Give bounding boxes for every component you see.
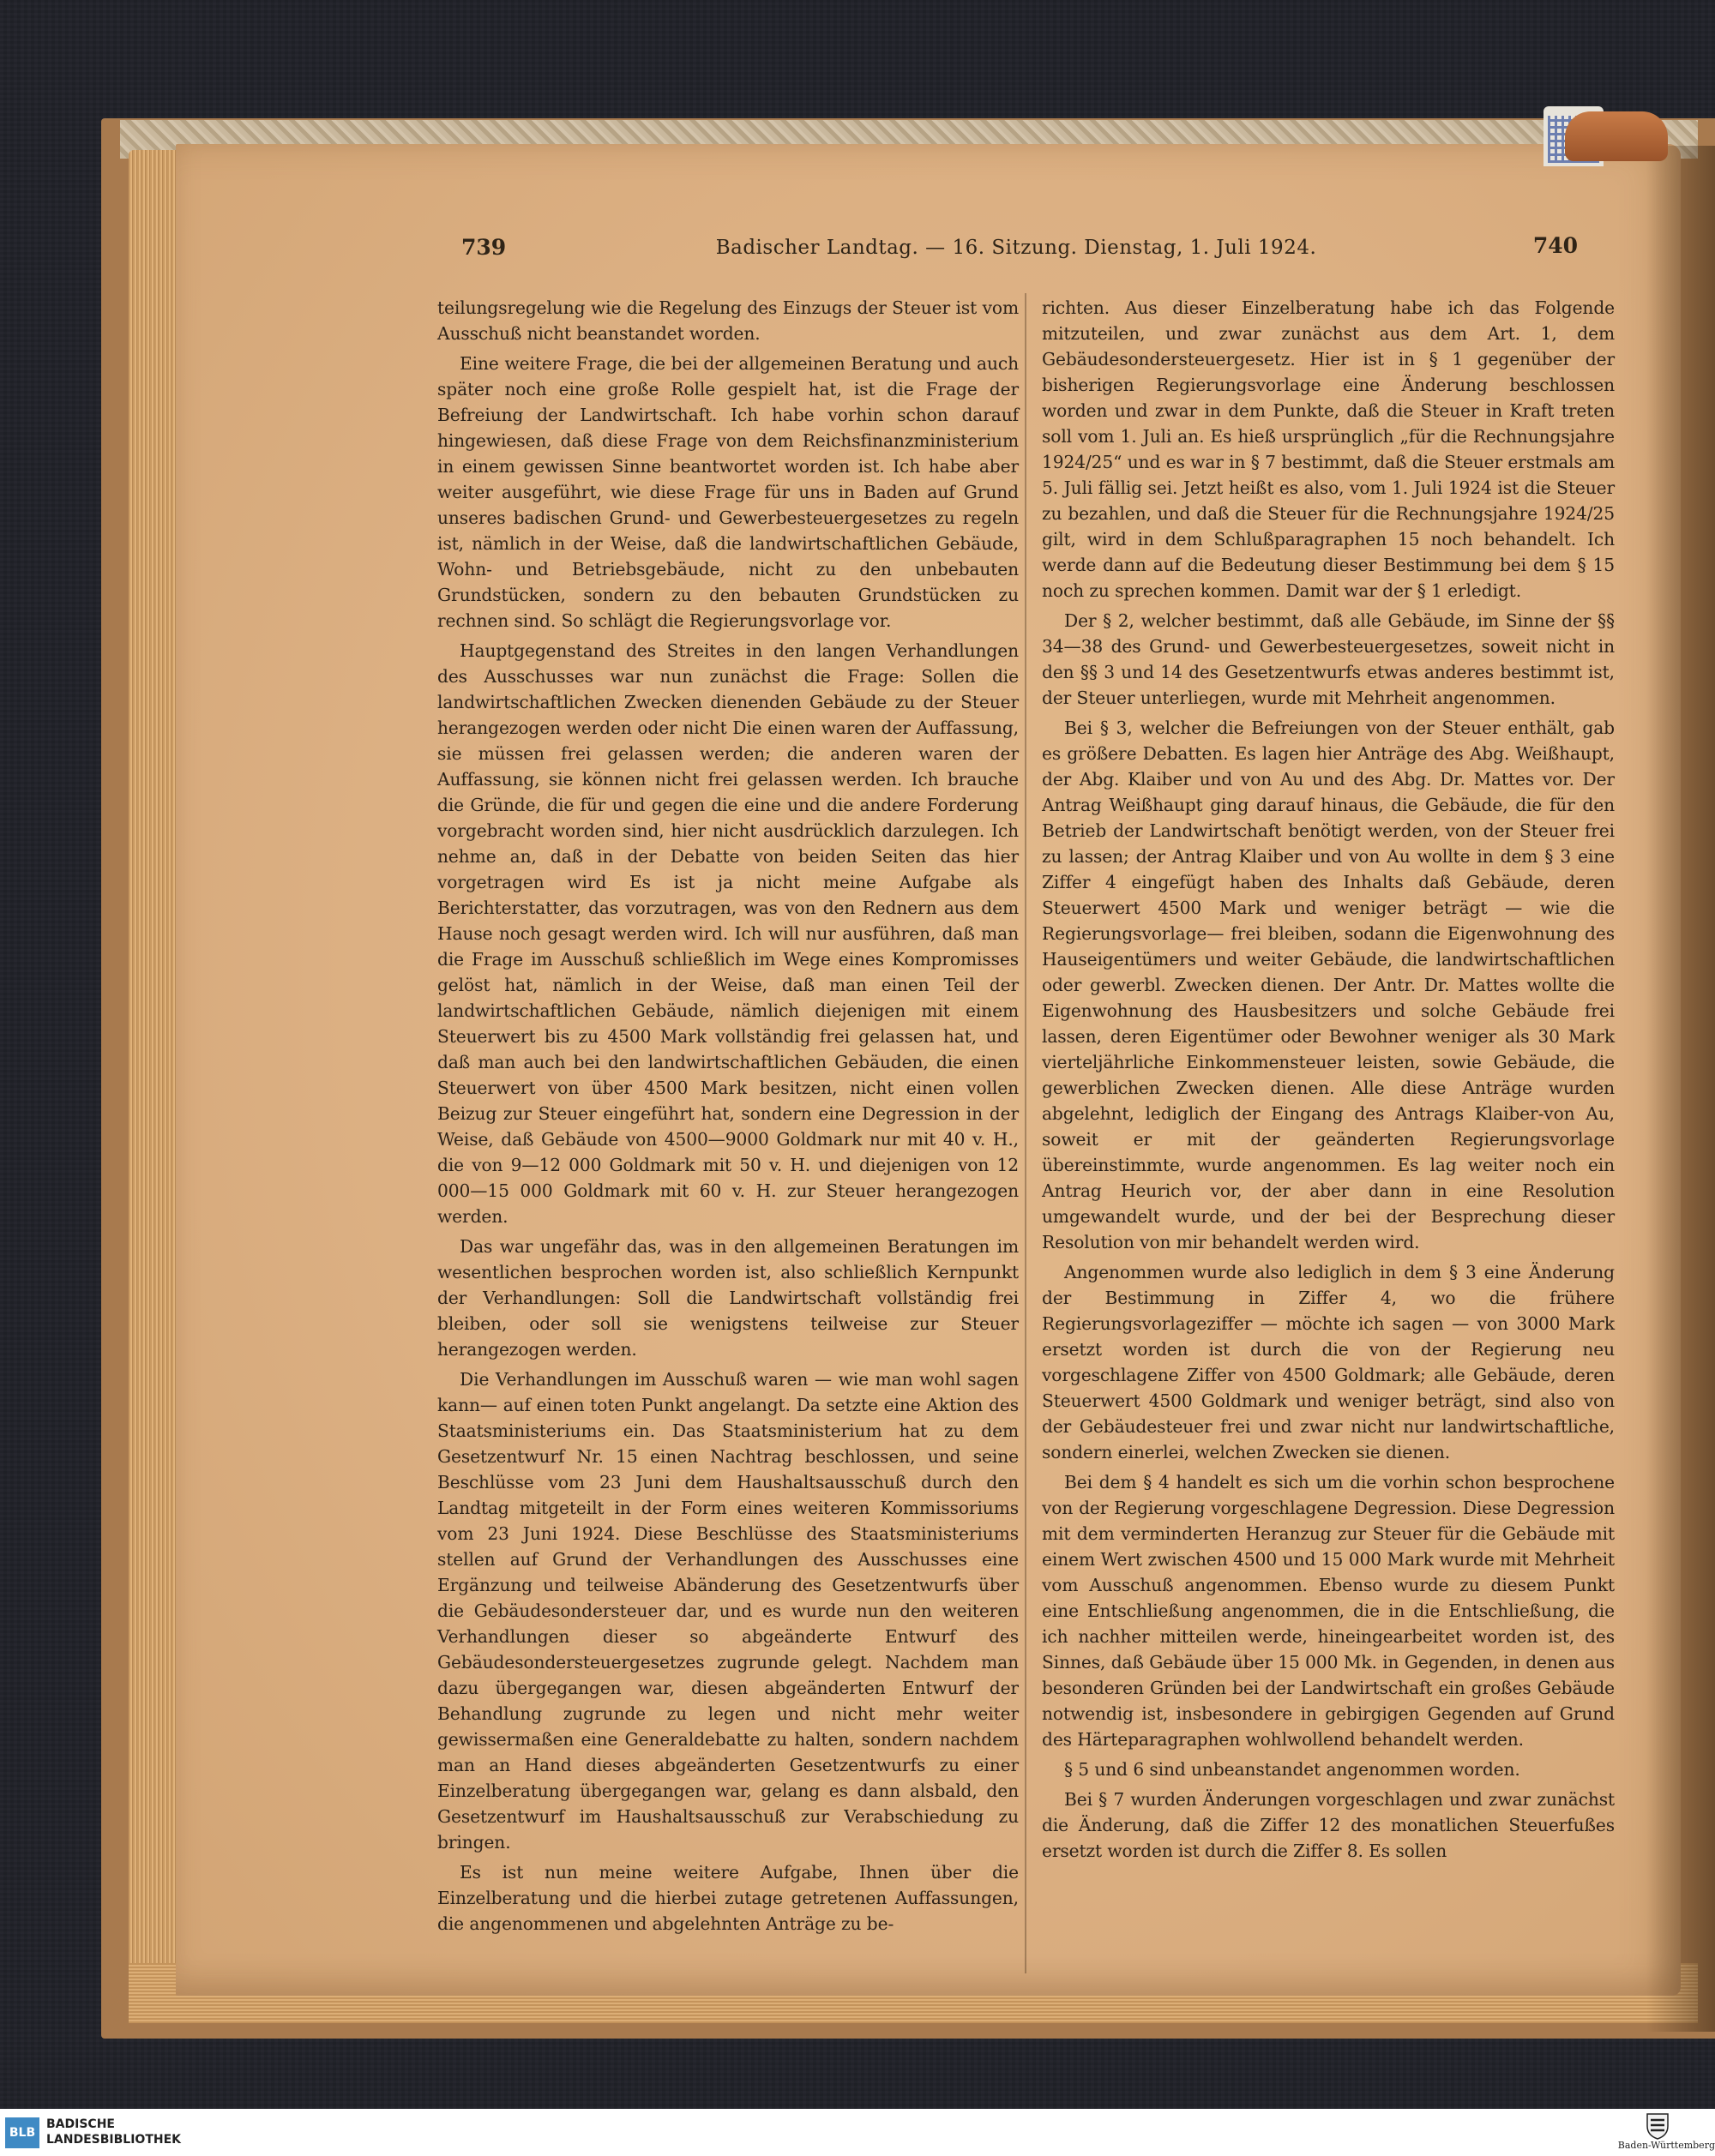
page-number-left: 739 (461, 235, 507, 260)
paragraph: Bei § 3, welcher die Befreiungen von der Steuer enthält, gab es größere Debatten. Es lagen hier Anträge des Abg. Weißhaupt, der Abg. Klaiber und von Au und des Abg. Dr. Mattes vor. Der Antrag Weißhaupt ging darauf hinaus, die Gebäude, die für den Betrieb der Landwirtschaft benötigt werden, von der Steuer frei zu lassen; der Antrag Klaiber und von Au wollte in dem § 3 eine Ziffer 4 eingefügt haben des Inhalts daß Gebäude, deren Steuerwert 4500 Mark und weniger beträgt — wie die Regierungsvorlage— frei bleiben, sodann die Eigenwohnung des Hauseigentümers und weiter Gebäude, die landwirtschaftlichen oder gewerbl. Zwecken dienen. Der Antr. Dr. Mattes wollte die Eigenwohnung des Hausbesitzers und solche Gebäude frei lassen, deren Eigentümer oder Bewohner weniger als 30 Mark vierteljährliche Einkommensteuer leisten, sowie Gebäude, die gewerblichen Zwecken dienen. Alle diese Anträge wurden abgelehnt, lediglich der Eingang des Antrags Klaiber-von Au, soweit er mit der geänderten Regierungsvorlage übereinstimmte, wurde angenommen. Es lag weiter noch ein Antrag Heurich vor, der aber dann in eine Resolution umgewandelt wurde, und der bei der Besprechung dieser Resolution von mir behandelt werden wird. (1042, 718, 1615, 1252)
gutter-shadow (1646, 146, 1715, 2032)
paragraph: Das war ungefähr das, was in den allgemeinen Beratungen im wesentlichen besprochen worden ist, also schließlich Kernpunkt der Verhandlungen: Soll die Landwirtschaft vollständig frei bleiben, oder soll sie wenigstens teilweise zur Steuer herangezogen werden. (437, 1236, 1019, 1360)
paragraph: Angenommen wurde also lediglich in dem § 3 eine Änderung der Bestimmung in Ziffer 4, wo die frühere Regierungsvorlageziffer — möchte ich sagen — von 3000 Mark ersetzt worden ist durch die von der Regierung neu vorgeschlagene Ziffer von 4500 Goldmark; alle Gebäude, deren Steuerwert 4500 Goldmark und weniger beträgt, sind also von der Gebäudesteuer frei und zwar nicht nur landwirtschaftliche, sondern einerlei, welchen Zwecken sie dienen. (1042, 1262, 1615, 1462)
paragraph: § 5 und 6 sind unbeanstandet angenommen worden. (1064, 1759, 1520, 1780)
left-column (437, 295, 1019, 1941)
footer-bar (0, 2109, 1715, 2156)
right-column (1042, 295, 1615, 1868)
blb-logo: BLB (5, 2117, 39, 2148)
paragraph: teilungsregelung wie die Regelung des Einzugs der Steuer ist vom Ausschuß nicht beanstandet worden. (437, 297, 1019, 344)
paragraph: Der § 2, welcher bestimmt, daß alle Gebäude, im Sinne der §§ 34—38 des Grund- und Gewerbesteuergesetzes, soweit nicht in den §§ 3 und 14 des Gesetzentwurfs etwas anderes bestimmt ist, der Steuer unterliegen, wurde mit Mehrheit angenommen. (1042, 610, 1615, 708)
paragraph: Eine weitere Frage, die bei der allgemeinen Beratung und auch später noch eine große Rolle gespielt hat, ist die Frage der Befreiung der Landwirtschaft. Ich habe vorhin schon darauf hingewiesen, daß diese Frage von dem Reichsfinanzministerium in einem gewissen Sinne beantwortet worden ist. Ich habe aber weiter ausgeführt, wie diese Frage für uns in Baden auf Grund unseres badischen Grund- und Gewerbesteuergesetzes zu regeln ist, nämlich in der Weise, daß die landwirtschaftlichen Gebäude, Wohn- und Betriebsgebäude, nicht zu den unbebauten Grundstücken, sondern zu den bebauten Grundstücken zu rechnen sind. So schlägt die Regierungsvorlage vor. (437, 353, 1019, 631)
corner-tab (1565, 111, 1668, 161)
library-name-line1: BADISCHE (46, 2117, 115, 2131)
paragraph: Bei § 7 wurden Änderungen vorgeschlagen und zwar zunächst die Änderung, daß die Ziffer 12 des monatlichen Steuerfußes ersetzt worden ist durch die Ziffer 8. Es sollen (1042, 1789, 1615, 1861)
state-name: Baden-Württemberg (1617, 2140, 1715, 2151)
paragraph: Bei dem § 4 handelt es sich um die vorhin schon besprochene von der Regierung vorgeschlagene Degression. Diese Degression mit dem verminderten Heranzug zur Steuer für die Gebäude mit einem Wert zwischen 4500 und 15 000 Mark wurde mit Mehrheit vom Ausschuß angenommen. Ebenso wurde zu diesem Punkt eine Entschließung angenommen, die in die Entschließung, die ich nachher mitteilen werde, hineingearbeitet worden ist, des Sinnes, daß Gebäude über 15 000 Mk. in Gegenden, in denen aus besonderen Gründen bei der Landwirtschaft ein großes Gebäude notwendig ist, insbesondere in gebirgigen Gegenden auf Grund des Härteparagraphen wohlwollend behandelt werden. (1042, 1472, 1615, 1750)
running-head (454, 233, 1578, 271)
library-name-line2: LANDESBIBLIOTHEK (46, 2133, 182, 2147)
paragraph: Hauptgegenstand des Streites in den langen Verhandlungen des Ausschusses war nun zunächst die Frage: Sollen die landwirtschaftlichen Zwecken dienenden Gebäude zu der Steuer herangezogen werden oder nicht Die einen waren der Auffassung, sie müssen frei gelassen werden; die anderen waren der Auffassung, sie können nicht frei gelassen werden. Ich brauche die Gründe, die für und gegen die eine und die andere Forderung vorgebracht worden sind, hier nicht ausdrücklich darzulegen. Ich nehme an, daß in der Debatte von beiden Seiten das hier vorgetragen wird Es ist ja nicht meine Aufgabe als Berichterstatter, das vorzutragen, was von den Rednern aus dem Hause noch gesagt werden wird. Ich will nur ausführen, daß man die Frage im Ausschuß schließlich im Wege eines Kompromisses gelöst hat, nämlich in der Weise, daß man einen Teil der landwirtschaftlichen Gebäude, nämlich diejenigen mit einem Steuerwert bis zu 4500 Mark vollständig frei gelassen hat, und daß man auch bei den landwirtschaftlichen Gebäuden, die einen Steuerwert von über 4500 Mark besitzen, nicht einen vollen Beizug zur Steuer eingeführt hat, sondern eine Degression in der Weise, daß Gebäude von 4500—9000 Goldmark nur mit 40 v. H., die von 9—12 000 Goldmark mit 50 v. H. und diejenigen von 12 000—15 000 Goldmark mit 60 v. H. zur Steuer herangezogen werden. (437, 640, 1019, 1227)
paragraph: Es ist nun meine weitere Aufgabe, Ihnen über die Einzelberatung und die hierbei zutage getretenen Auffassungen, die angenommenen und abgelehnten Anträge zu be- (437, 1862, 1019, 1934)
page-number-right: 740 (1532, 233, 1578, 258)
paragraph: richten. Aus dieser Einzelberatung habe ich das Folgende mitzuteilen, und zwar zunächst aus dem Art. 1, dem Gebäudesondersteuergesetz. Hier ist in § 1 gegenüber der bisherigen Regierungsvorlage eine Änderung beschlossen worden und zwar in dem Punkte, daß die Steuer in Kraft treten soll vom 1. Juli an. Es hieß ursprünglich „für die Rechnungsjahre 1924/25“ und es war in § 7 bestimmt, daß die Steuer erstmals am 5. Juli fällig sei. Jetzt heißt es also, vom 1. Juli 1924 ist die Steuer zu bezahlen, und daß die Steuer für die Rechnungsjahre 1924/25 gilt, wird in dem Schlußparagraphen 15 noch behandelt. Ich werde dann auf die Bedeutung dieser Bestimmung bei dem § 15 noch zu sprechen kommen. Damit war der § 1 erledigt. (1042, 297, 1615, 601)
page-edges-left (129, 150, 180, 2010)
paragraph: Die Verhandlungen im Ausschuß waren — wie man wohl sagen kann— auf einen toten Punkt angelangt. Da setzte eine Aktion des Staatsministeriums ein. Das Staatsministerium hat zu dem Gesetzentwurf Nr. 15 einen Nachtrag beschlossen, und seine Beschlüsse vom 23 Juni dem Haushaltsausschuß durch den Landtag mitgeteilt in der Form eines weiteren Kommissoriums vom 23 Juni 1924. Diese Beschlüsse des Staatsministeriums stellen auf Grund der Verhandlungen des Ausschusses eine Ergänzung und teilweise Abänderung des Gesetzentwurfs über die Gebäudesondersteuer dar, und es wurde nun den weiteren Verhandlungen dieser so abgeänderte Entwurf des Gebäudesondersteuergesetzes zugrunde gelegt. Nachdem man dazu übergegangen war, diesen abgeänderten Entwurf der Behandlung zugrunde zu legen und nicht mehr weiter gewissermaßen eine Generaldebatte zu halten, sondern nachdem man an Hand dieses abgeänderten Gesetzentwurfs zu einer Einzelberatung übergegangen war, gelang es dann alsbald, den Gesetzentwurf im Haushaltsausschuß zur Verabschiedung zu bringen. (437, 1369, 1019, 1853)
library-name (46, 2117, 304, 2147)
column-divider (1025, 293, 1026, 1973)
running-title: Badischer Landtag. — 16. Sitzung. Dienstag, 1. Juli 1924. (715, 237, 1317, 259)
